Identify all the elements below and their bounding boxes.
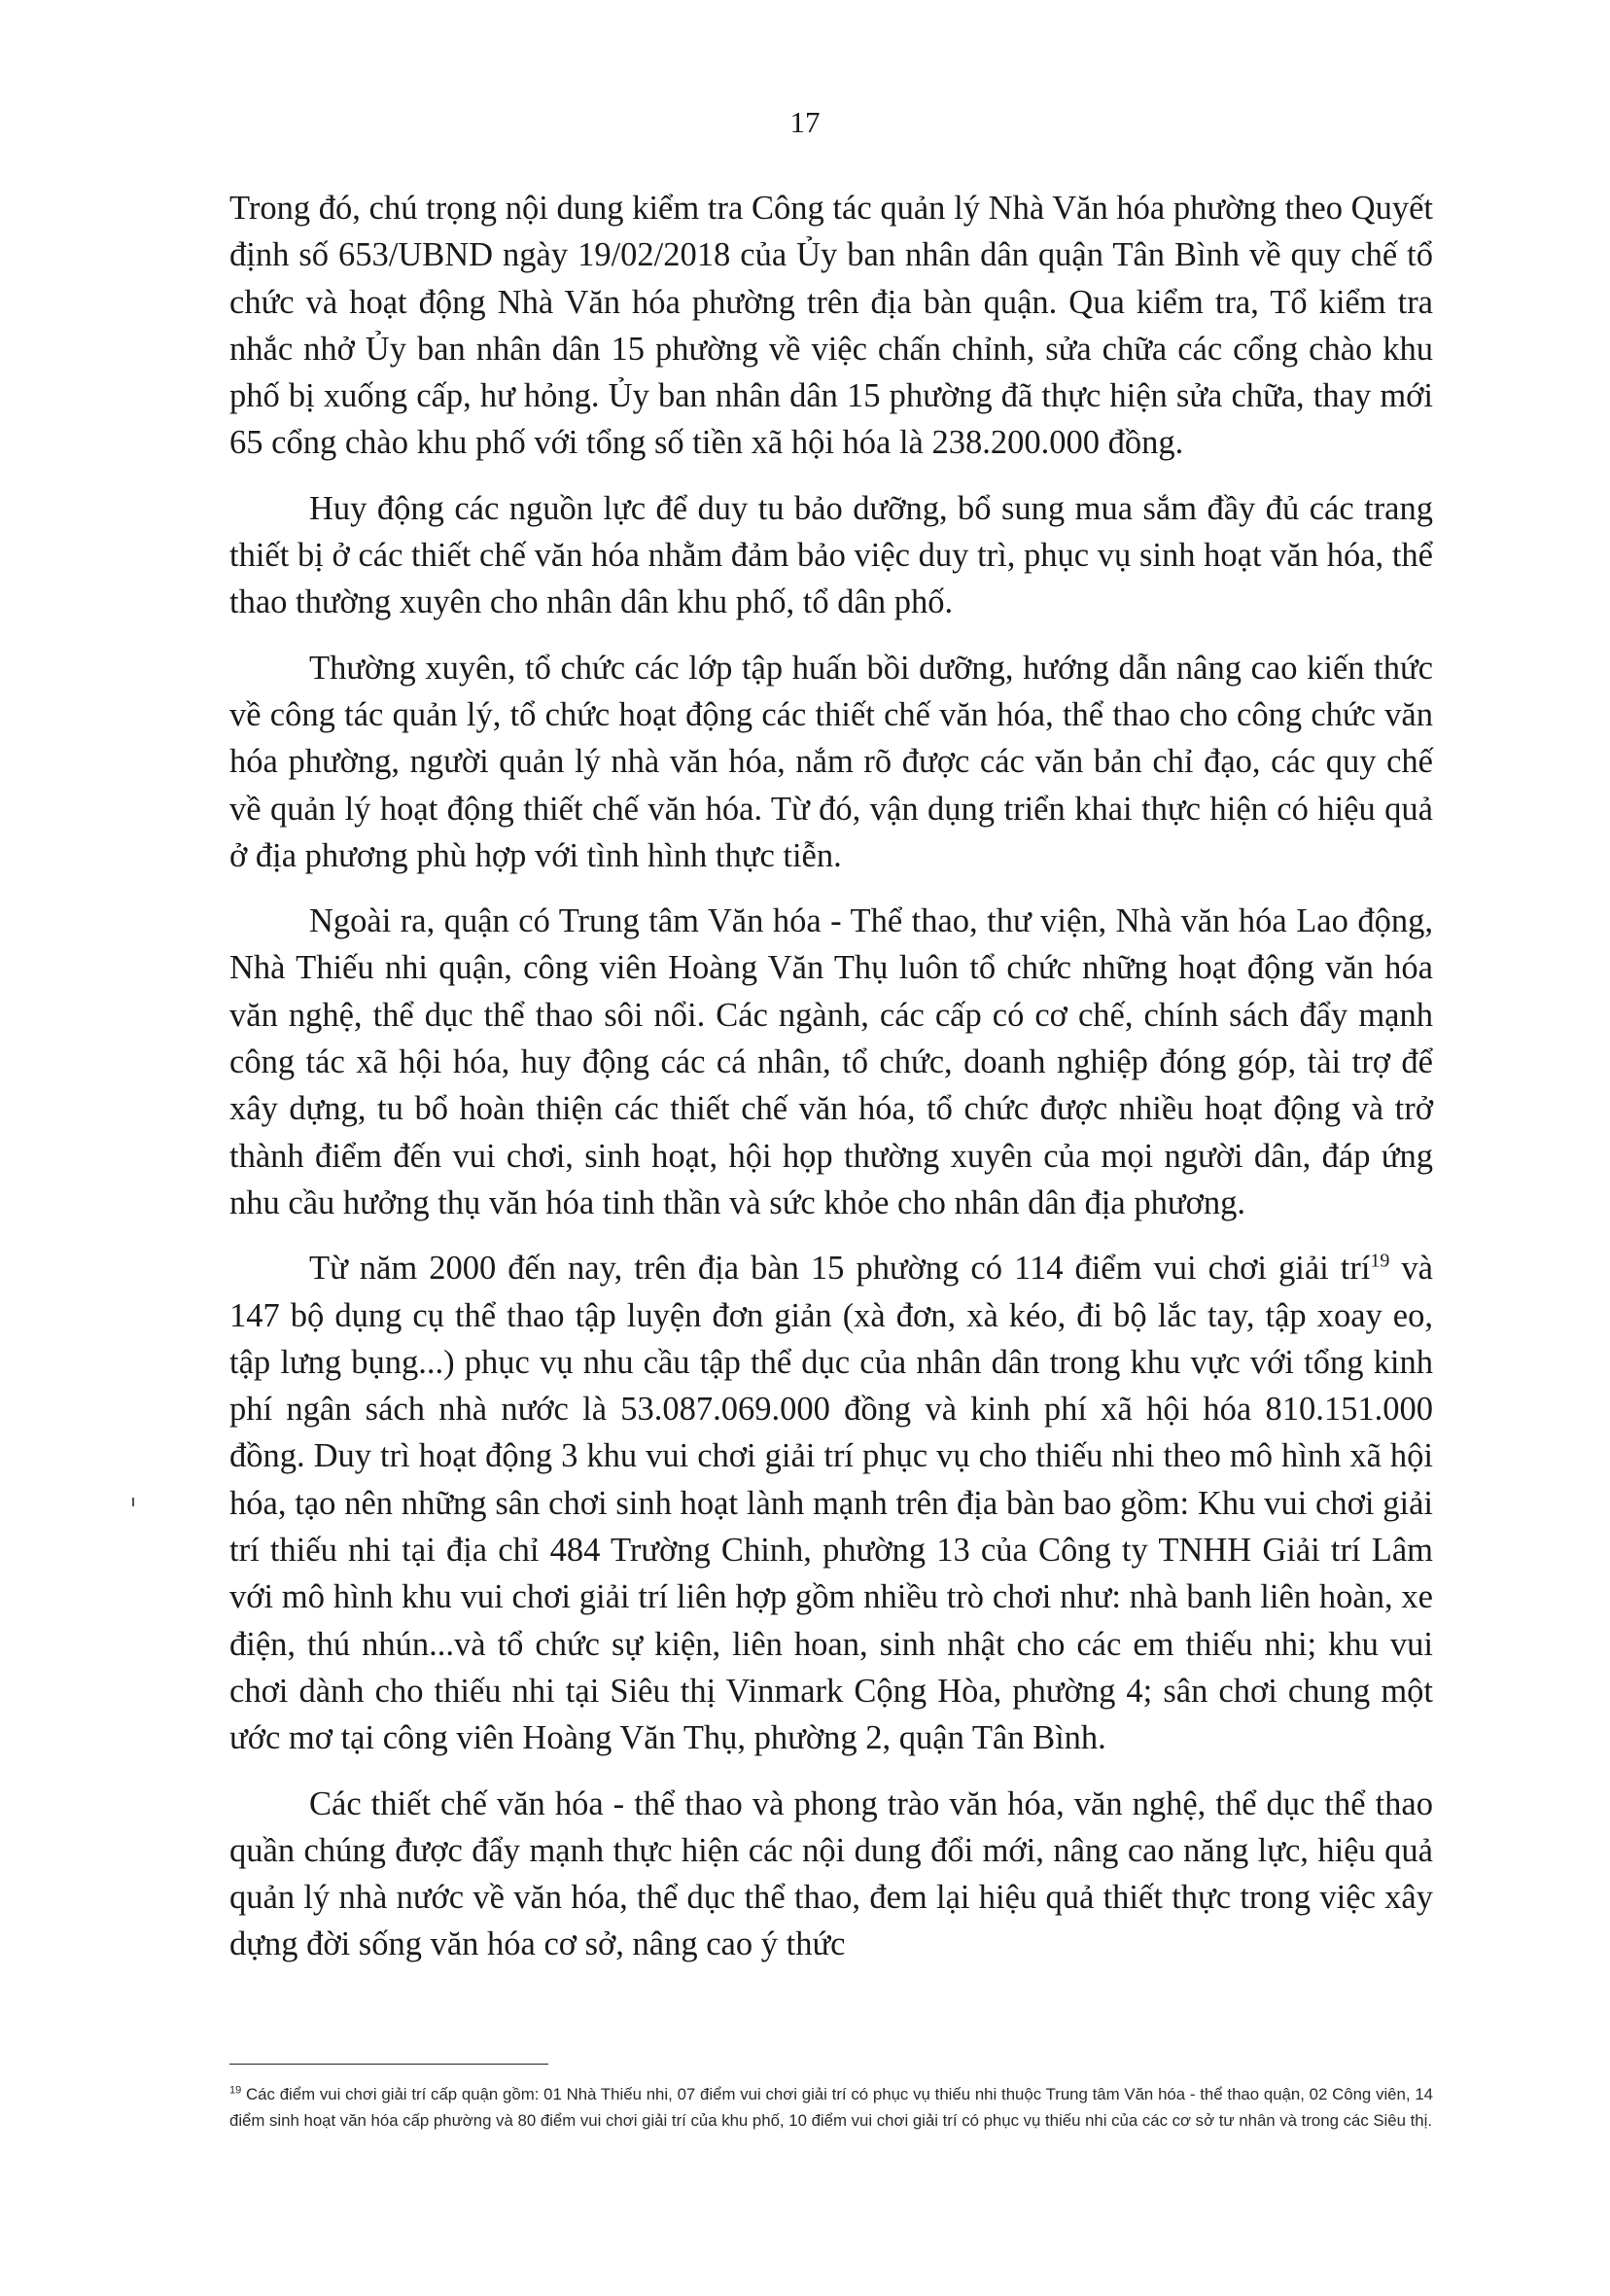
paragraph-playgrounds xyxy=(229,1245,1433,1761)
footnote-mark: 19 xyxy=(229,2084,242,2097)
paragraph-training: Thường xuyên, tổ chức các lớp tập huấn bồi dưỡng, hướng dẫn nâng cao kiến thức về công tác quản lý, tổ chức hoạt động các thiết chế văn hóa, thể thao cho công chức văn hóa phường, người quản lý nhà văn hóa, nắm rõ được các văn bản chỉ đạo, các quy chế về quản lý hoạt động thiết chế văn hóa. Từ đó, vận dụng triển khai thực hiện có hiệu quả ở địa phương phù hợp với tình hình thực tiễn. xyxy=(229,649,1433,874)
paragraph-playgrounds-rest: và 147 bộ dụng cụ thể thao tập luyện đơn giản (xà đơn, xà kéo, đi bộ lắc tay, tập xoay eo, tập lưng bụng...) phục vụ nhu cầu tập thể dục của nhân dân trong khu vực với tổng kinh phí ngân sách nhà nước là 53.087.069.000 đồng và kinh phí xã hội hóa 810.151.000 đồng. Duy trì hoạt động 3 khu vui chơi giải trí phục vụ cho thiếu nhi theo mô hình xã hội hóa, tạo nên những sân chơi sinh hoạt lành mạnh trên địa bàn bao gồm: Khu vui chơi giải trí thiếu nhi tại địa chỉ 484 Trường Chinh, phường 13 của Công ty TNHH Giải trí Lâm với mô hình khu vui chơi giải trí liên hợp gồm nhiều trò chơi như: nhà banh liên hoàn, xe điện, thú nhún...và tổ chức sự kiện, liên hoan, sinh nhật cho các em thiếu nhi; khu vui chơi dành cho thiếu nhi tại Siêu thị Vinmark Cộng Hòa, phường 4; sân chơi chung một ước mơ tại công viên Hoàng Văn Thụ, phường 2, quận Tân Bình. xyxy=(229,1250,1433,1757)
page-number: 17 xyxy=(789,105,821,139)
paragraph-resources: Huy động các nguồn lực để duy tu bảo dưỡng, bổ sung mua sắm đầy đủ các trang thiết bị ở các thiết chế văn hóa nhằm đảm bảo việc duy trì, phục vụ sinh hoạt văn hóa, thể thao thường xuyên cho nhân dân khu phố, tổ dân phố. xyxy=(229,489,1433,621)
paragraph-district-facilities: Ngoài ra, quận có Trung tâm Văn hóa - Thể thao, thư viện, Nhà văn hóa Lao động, Nhà Thiếu nhi quận, công viên Hoàng Văn Thụ luôn tổ chức những hoạt động văn hóa văn nghệ, thể dục thể thao sôi nổi. Các ngành, các cấp có cơ chế, chính sách đẩy mạnh công tác xã hội hóa, huy động các cá nhân, tổ chức, doanh nghiệp đóng góp, tài trợ để xây dựng, tu bổ hoàn thiện các thiết chế văn hóa, tổ chức được nhiều hoạt động và trở thành điểm đến vui chơi, sinh hoạt, hội họp thường xuyên của mọi người dân, đáp ứng nhu cầu hưởng thụ văn hóa tinh thần và sức khỏe cho nhân dân địa phương. xyxy=(229,902,1433,1221)
footnote-divider xyxy=(229,2064,548,2065)
footnote-reference[interactable]: 19 xyxy=(1370,1250,1390,1272)
paragraph-inspection: Trong đó, chú trọng nội dung kiểm tra Công tác quản lý Nhà Văn hóa phường theo Quyết định số 653/UBND ngày 19/02/2018 của Ủy ban nhân dân quận Tân Bình về quy chế tổ chức và hoạt động Nhà Văn hóa phường trên địa bàn quận. Qua kiểm tra, Tổ kiểm tra nhắc nhở Ủy ban nhân dân 15 phường về việc chấn chỉnh, sửa chữa các cổng chào khu phố bị xuống cấp, hư hỏng. Ủy ban nhân dân 15 phường đã thực hiện sửa chữa, thay mới 65 cổng chào khu phố với tổng số tiền xã hội hóa là 238.200.000 đồng. xyxy=(229,190,1433,462)
margin-mark xyxy=(132,1498,134,1506)
footnote-text: Các điểm vui chơi giải trí cấp quận gồm: 01 Nhà Thiếu nhi, 07 điểm vui chơi giải trí có phục vụ thiếu nhi thuộc Trung tâm Văn hóa - thể thao quận, 02 Công viên, 14 điểm sinh hoạt văn hóa cấp phường và 80 điểm vui chơi giải trí của khu phố, 10 điểm vui chơi giải trí có phục vụ thiếu nhi của các cơ sở tư nhân và trong các Siêu thị. xyxy=(229,2085,1433,2130)
footnote xyxy=(229,2081,1433,2134)
document-body xyxy=(229,185,1433,1987)
paragraph-playgrounds-start: Từ năm 2000 đến nay, trên địa bàn 15 phường có 114 điểm vui chơi giải trí xyxy=(309,1250,1371,1288)
paragraph-institutions: Các thiết chế văn hóa - thể thao và phong trào văn hóa, văn nghệ, thể dục thể thao quần chúng được đẩy mạnh thực hiện các nội dung đổi mới, nâng cao năng lực, hiệu quả quản lý nhà nước về văn hóa, thể dục thể thao, đem lại hiệu quả thiết thực trong việc xây dựng đời sống văn hóa cơ sở, nâng cao ý thức xyxy=(229,1784,1433,1963)
